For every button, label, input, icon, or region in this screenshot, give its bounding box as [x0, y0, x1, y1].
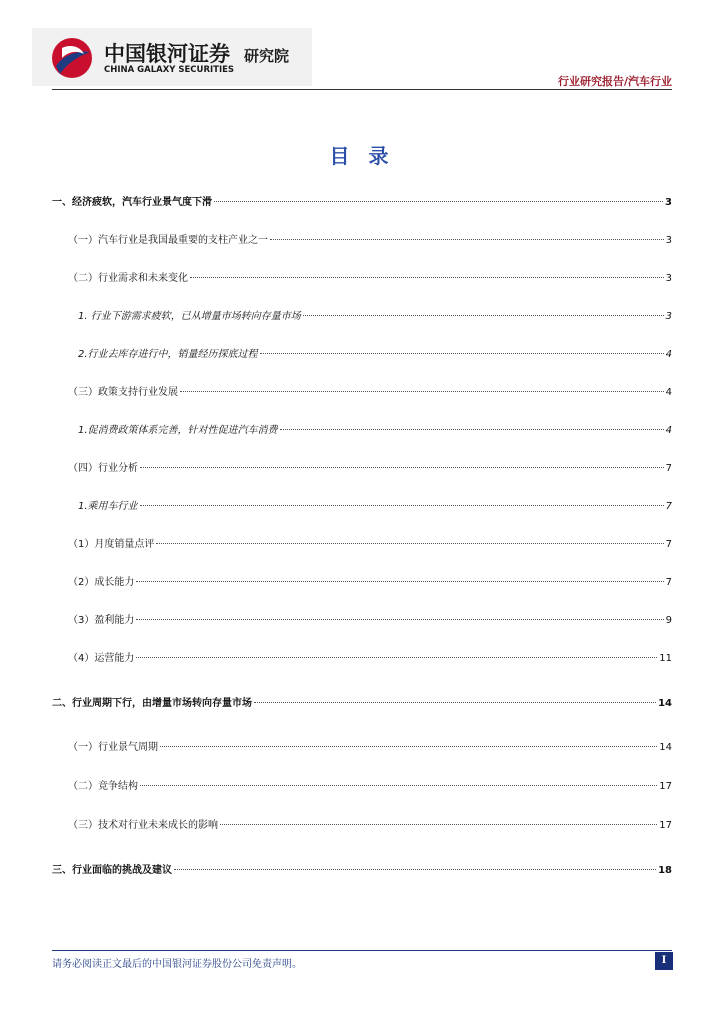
toc-entry-text: 1.乘用车行业	[78, 501, 138, 512]
toc-dot-leader	[190, 277, 664, 278]
toc-dot-leader	[140, 467, 664, 468]
toc-entry[interactable]	[52, 424, 672, 438]
toc-entry[interactable]	[52, 386, 672, 400]
toc-entry-text: 二、行业周期下行，由增量市场转向存量市场	[52, 698, 252, 709]
toc-dot-leader	[260, 353, 664, 354]
toc-entry-text: （一）行业景气周期	[68, 742, 158, 753]
toc-entry-page: 3	[665, 197, 672, 208]
toc-entry-page: 3	[665, 235, 672, 246]
toc-entry[interactable]	[52, 576, 672, 590]
toc-entry[interactable]	[52, 500, 672, 514]
toc-entry-text: （三）技术对行业未来成长的影响	[68, 820, 218, 831]
toc-dot-leader	[280, 429, 664, 430]
toc-dot-leader	[220, 824, 657, 825]
toc-dot-leader	[136, 581, 663, 582]
toc-entry-text: （二）竞争结构	[68, 781, 138, 792]
toc-dot-leader	[214, 201, 663, 202]
toc-entry-text: （二）行业需求和未来变化	[68, 273, 188, 284]
company-logo	[32, 28, 312, 86]
toc-entry-page: 18	[658, 865, 672, 876]
toc-entry[interactable]	[52, 697, 672, 711]
toc-entry-page: 14	[658, 698, 672, 709]
toc-entry[interactable]	[52, 196, 672, 210]
toc-entry-text: 三、行业面临的挑战及建议	[52, 865, 172, 876]
page-number: I	[655, 952, 673, 970]
toc-dot-leader	[140, 785, 657, 786]
toc-entry-text: （1）月度销量点评	[68, 539, 155, 550]
toc-entry-text: 一、经济疲软，汽车行业景气度下滑	[52, 197, 212, 208]
toc-entry[interactable]	[52, 462, 672, 476]
toc-entry[interactable]	[52, 864, 672, 878]
toc-entry-page: 3	[665, 273, 672, 284]
header-divider	[52, 89, 672, 90]
galaxy-logo-icon	[50, 36, 94, 80]
toc-entry-text: （3）盈利能力	[68, 615, 135, 626]
toc-entry-page: 14	[659, 742, 672, 753]
toc-title: 目 录	[329, 144, 395, 168]
toc-dot-leader	[303, 315, 664, 316]
toc-entry[interactable]	[52, 348, 672, 362]
toc-dot-leader	[160, 746, 657, 747]
toc-entry-page: 7	[665, 577, 672, 588]
toc-entry-page: 4	[665, 425, 672, 436]
toc-entry-page: 4	[665, 349, 672, 360]
toc-entry[interactable]	[52, 741, 672, 755]
logo-chinese-name: 中国银河证券	[104, 42, 230, 66]
toc-entry[interactable]	[52, 538, 672, 552]
toc-dot-leader	[270, 239, 664, 240]
toc-entry-text: 1. 行业下游需求疲软，已从增量市场转向存量市场	[78, 311, 301, 322]
toc-entry[interactable]	[52, 819, 672, 833]
toc-dot-leader	[254, 702, 656, 703]
toc-entry-page: 11	[659, 653, 672, 664]
logo-english-name: CHINA GALAXY SECURITIES	[104, 65, 235, 75]
toc-dot-leader	[180, 391, 664, 392]
toc-entry-page: 4	[665, 387, 672, 398]
toc-entry-text: 1.促消费政策体系完善，针对性促进汽车消费	[78, 425, 278, 436]
toc-dot-leader	[174, 869, 656, 870]
toc-entry-page: 17	[659, 820, 672, 831]
toc-entry[interactable]	[52, 614, 672, 628]
toc-entry[interactable]	[52, 652, 672, 666]
toc-entry-text: （4）运营能力	[68, 653, 135, 664]
toc-entry-text: （一）汽车行业是我国最重要的支柱产业之一	[68, 235, 268, 246]
toc-entry[interactable]	[52, 310, 672, 324]
toc-entry-page: 3	[665, 311, 672, 322]
toc-entry-text: （三）政策支持行业发展	[68, 387, 178, 398]
toc-entry[interactable]	[52, 234, 672, 248]
toc-entry-page: 17	[659, 781, 672, 792]
toc-dot-leader	[136, 657, 657, 658]
toc-entry-page: 7	[665, 501, 672, 512]
toc-entry-text: 2.行业去库存进行中，销量经历探底过程	[78, 349, 258, 360]
report-category: 行业研究报告/汽车行业	[557, 75, 672, 88]
toc-entry-page: 7	[665, 463, 672, 474]
logo-institute: 研究院	[244, 47, 290, 65]
toc-dot-leader	[136, 619, 663, 620]
footer-disclaimer: 请务必阅读正文最后的中国银河证券股份公司免责声明。	[52, 959, 302, 970]
toc-entry[interactable]	[52, 780, 672, 794]
toc-entry-text: （四）行业分析	[68, 463, 138, 474]
toc-entry-page: 7	[665, 539, 672, 550]
toc-entry-text: （2）成长能力	[68, 577, 135, 588]
toc-dot-leader	[156, 543, 663, 544]
toc-entry[interactable]	[52, 272, 672, 286]
toc-entry-page: 9	[665, 615, 672, 626]
footer-divider	[52, 950, 672, 951]
toc-dot-leader	[140, 505, 664, 506]
